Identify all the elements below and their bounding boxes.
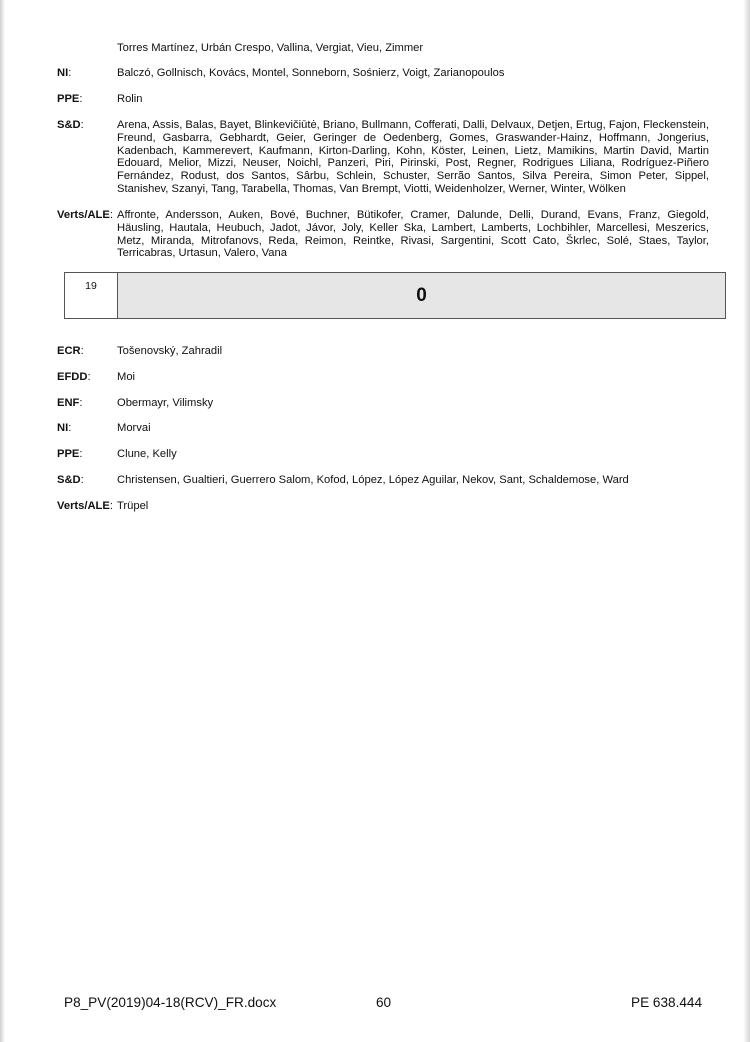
vote-count: 0 — [118, 273, 725, 318]
group-row-sd-1 — [57, 119, 709, 196]
group-label: Verts/ALE: — [57, 500, 113, 512]
group-code: PPE — [57, 448, 80, 460]
group-names: Arena, Assis, Balas, Bayet, Blinkevičiūtė, Briano, Bullmann, Cofferati, Dalli, Delvaux, Detjen, Ertug, Fajon, Fleckenstein, Freund, Gasbarra, Gebhardt, Geier, Geringer de Oedenberg, Gomes, Graswander-Hainz, Hoffmann, Jongerius, Kadenbach, Kammerevert, Kaufmann, Kirton-Darling, Kohn, Köster, Leinen, Lietz, Mamikins, Martin David, Martin Edouard, Melior, Mizzi, Neuser, Noichl, Panzeri, Piri, Pirinski, Post, Regner, Rodrigues Liliana, Rodríguez-Piñero Fernández, Rodust, dos Santos, Sârbu, Schlein, Schuster, Serrão Santos, Silva Pereira, Simon Peter, Sippel, Stanishev, Szanyi, Tang, Tarabella, Thomas, Van Brempt, Viotti, Weidenholzer, Werner, Winter, Wölken — [117, 119, 709, 195]
group-row-ni-2 — [57, 422, 709, 435]
vote-number: 19 — [65, 273, 118, 318]
group-names: Christensen, Gualtieri, Guerrero Salom, Kofod, López, López Aguilar, Nekov, Sant, Schaldemose, Ward — [117, 474, 629, 486]
group-code: NI — [57, 67, 69, 79]
group-label: PPE: — [57, 93, 83, 105]
group-row-efdd-2 — [57, 371, 709, 384]
group-label: S&D: — [57, 474, 84, 486]
group-names: Affronte, Andersson, Auken, Bové, Buchner, Bütikofer, Cramer, Dalunde, Delli, Durand, Evans, Franz, Giegold, Häusling, Hautala, Heubuch, Jadot, Jávor, Joly, Keller Ska, Lambert, Lamberts, Lochbihler, Marcellesi, Meszerics, Metz, Miranda, Mitrofanovs, Reda, Reimon, Reintke, Rivasi, Sargentini, Scott Cato, Škrlec, Solé, Staes, Taylor, Terricabras, Urtasun, Valero, Vana — [117, 209, 709, 260]
group-row-verts-ale-1 — [57, 209, 709, 260]
group-label: NI: — [57, 67, 72, 79]
group-names: Moi — [117, 371, 136, 383]
group-code: PPE — [57, 93, 80, 105]
group-row-enf-2 — [57, 397, 709, 410]
group-code: ENF — [57, 397, 80, 409]
group-code: NI — [57, 422, 69, 434]
group-row-ppe-1 — [57, 93, 709, 106]
group-code: EFDD — [57, 371, 88, 383]
group-row-sd-2 — [57, 474, 709, 487]
group-row-ecr-2 — [57, 345, 709, 358]
footer-doc-ref: P8_PV(2019)04-18(RCV)_FR.docx — [64, 995, 277, 1010]
group-code: S&D — [57, 119, 81, 131]
group-code: ECR — [57, 345, 81, 357]
group-label: EFDD: — [57, 371, 91, 383]
group-names: Trüpel — [117, 500, 149, 512]
group-label: ENF: — [57, 397, 83, 409]
footer-page-number: 60 — [376, 995, 392, 1010]
group-row-verts-ale-2 — [57, 500, 709, 513]
group-names: Tošenovský, Zahradil — [117, 345, 223, 357]
group-names: Rolin — [117, 93, 143, 105]
group-names: Morvai — [117, 422, 151, 434]
page-edge-right — [743, 0, 750, 1042]
group-names: Obermayr, Vilimsky — [117, 397, 214, 409]
group-names: Balczó, Gollnisch, Kovács, Montel, Sonneborn, Sośnierz, Voigt, Zarianopoulos — [117, 67, 505, 79]
continuation-names: Torres Martínez, Urbán Crespo, Vallina, Vergiat, Vieu, Zimmer — [117, 42, 424, 54]
group-label: NI: — [57, 422, 72, 434]
group-code: S&D — [57, 474, 81, 486]
footer-pe-ref: PE 638.444 — [631, 995, 703, 1010]
group-label: ECR: — [57, 345, 84, 357]
page-edge-left — [0, 0, 5, 1042]
group-code: Verts/ALE — [57, 209, 110, 221]
group-names: Clune, Kelly — [117, 448, 177, 460]
vote-count-box — [64, 272, 726, 319]
group-label: Verts/ALE: — [57, 209, 113, 221]
group-row-ni-1 — [57, 67, 709, 80]
group-row-ppe-2 — [57, 448, 709, 461]
group-label: S&D: — [57, 119, 84, 131]
group-code: Verts/ALE — [57, 500, 110, 512]
group-label: PPE: — [57, 448, 83, 460]
